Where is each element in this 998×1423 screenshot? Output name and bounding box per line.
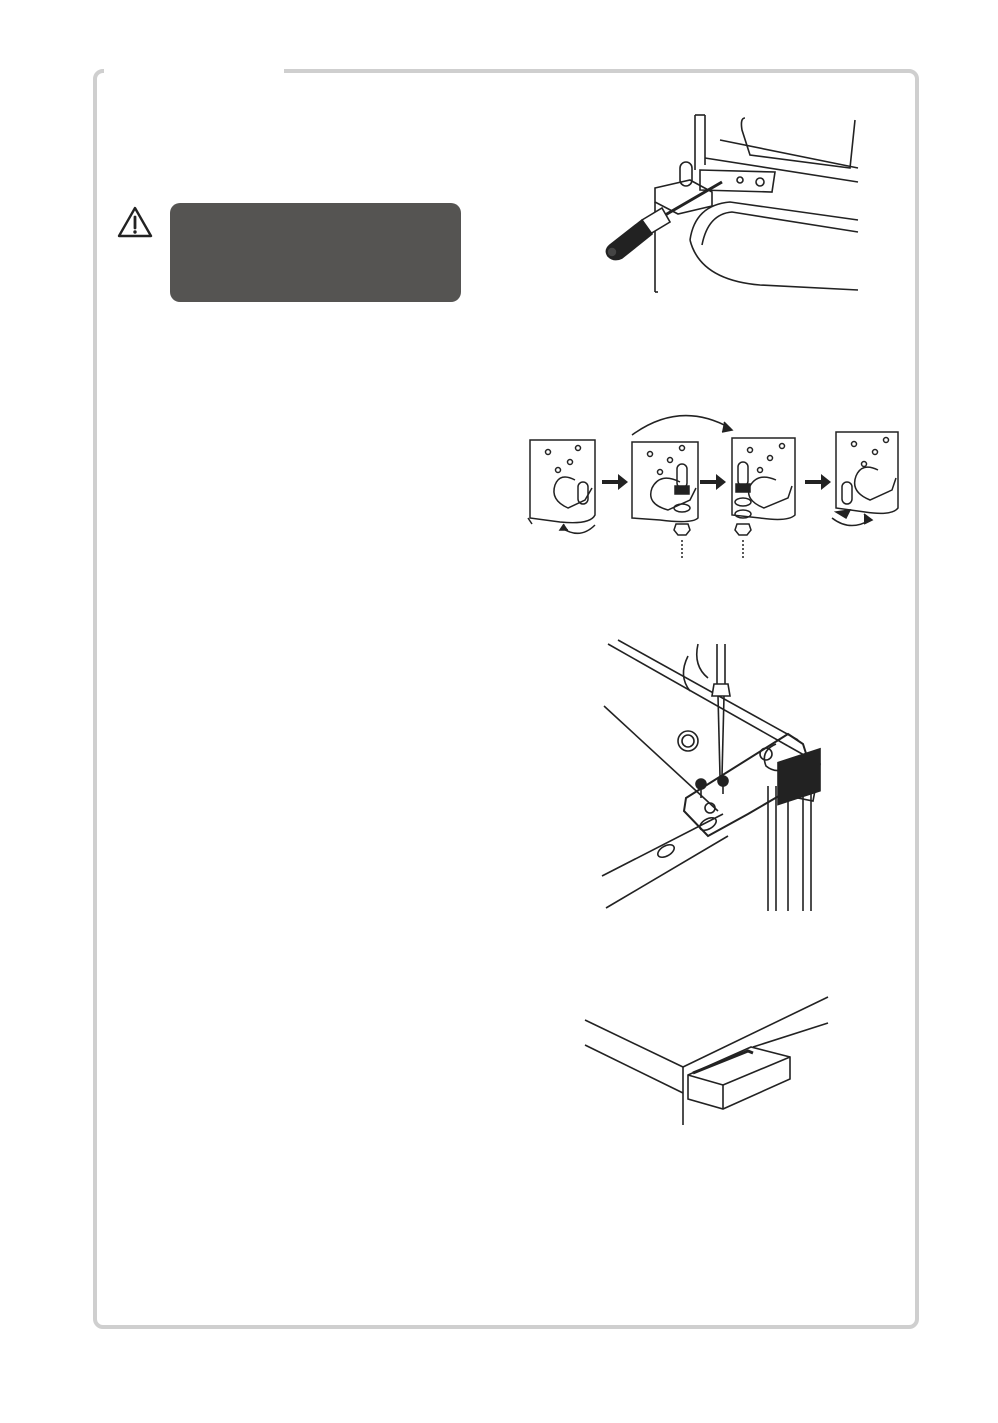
step-2 (632, 442, 698, 560)
hinge-cover-illustration (583, 995, 833, 1127)
warning-box (170, 203, 461, 302)
hinge-bracket-steps-illustration (520, 400, 910, 565)
step-4 (832, 432, 898, 526)
frame-header-tab (104, 62, 284, 74)
step-1 (528, 440, 595, 533)
door-hinge-screwdriver-illustration (600, 110, 870, 295)
bottom-hinge-corner-illustration (598, 636, 823, 914)
step-3 (732, 438, 795, 560)
warning-triangle-icon (116, 205, 154, 239)
